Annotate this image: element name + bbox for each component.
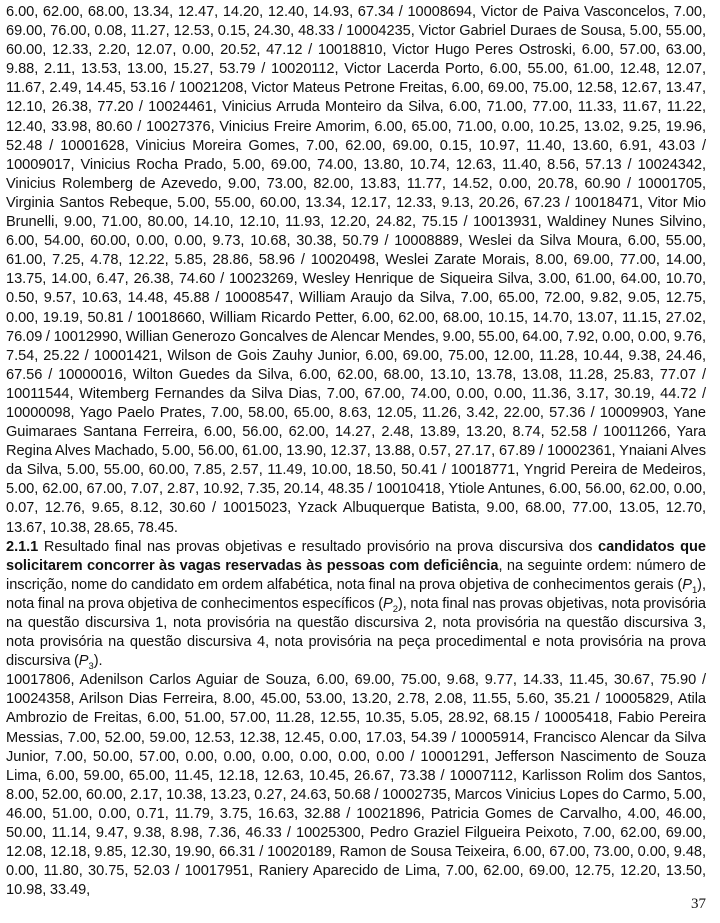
results-paragraph-pcd: 10017806, Adenilson Carlos Aguiar de Souza, 6.00, 69.00, 75.00, 9.68, 9.77, 14.33, 11.45, 30.67, 75.90 / 10024358, Arilson Dias Ferreira, 8.00, 45.00, 53.00, 13.20, 2.78, 2.08, 11.55, 5.60, 35.21 / 10005829, Atila Ambrozio de Freitas, 6.00, 51.00, 57.00, 11.28, 12.55, 10.35, 5.05, 28.92, 68.15 / 10005418, Fabio Pereira Messias, 7.00, 52.00, 59.00, 12.53, 12.38, 12.45, 0.00, 17.03, 54.39 / 10005914, Francisco Alencar da Silva Junior, 7.00, 50.00, 57.00, 0.00, 0.00, 0.00, 0.00, 0.00, 0.00 / 10001291, Jefferson Nascimento de Souza Lima, 6.00, 59.00, 65.00, 11.45, 12.18, 12.63, 10.45, 26.67, 73.38 / 10007112, Karlisson Rolim dos Santos, 8.00, 52.00, 60.00, 2.17, 10.38, 13.23, 0.27, 24.63, 50.68 / 10002735, Marcos Vinicius Lopes do Carmo, 5.00, 46.00, 51.00, 0.00, 0.71, 11.79, 3.75, 16.63, 32.88 / 10021896, Patricia Gomes de Carvalho, 4.00, 46.00, 50.00, 11.14, 9.47, 9.38, 8.98, 7.36, 46.33 / 10025300, Pedro Graziel Filgueira Peixoto, 7.00, 62.00, 69.00, 12.08, 12.18, 9.85, 12.30, 19.90, 66.31 / 10020189, Ramon de Sousa Teixeira, 6.00, 67.00, 73.00, 0.00, 9.48, 0.00, 11.80, 30.75, 52.03 / 10017951, Raniery Aparecido de Lima, 7.00, 62.00, 69.00, 12.75, 12.20, 13.50, 10.98, 33.49, (6, 672, 706, 899)
section-text-mid2: ), nota final nas provas objetivas, nota provisória na questão discursiva 1, nota provisória na questão discursiva 2, nota provisória na questão discursiva 3, nota provisória na questão discursiva 4, nota provisória na peça procedimental e nota provisória na prova discursiva ( (6, 595, 706, 670)
page-number: 37 (691, 896, 706, 912)
p1-subscript: 1 (691, 584, 698, 596)
section-number: 2.1.1 (6, 538, 39, 555)
p2-subscript: 2 (392, 603, 398, 615)
section-text-mid1: ), nota final na prova objetiva de conhecimentos específicos ( (6, 576, 706, 612)
p3-subscript: 3 (88, 661, 94, 673)
p2-label: P (383, 595, 393, 612)
section-text-end: ). (93, 653, 103, 670)
document-page (6, 3, 706, 900)
section-bold-text: candidatos que solicitarem concorrer às vagas reservadas às pessoas com deficiência (6, 538, 706, 574)
p3-label: P (78, 653, 89, 670)
section-text-before: Resultado final nas provas objetivas e resultado provisório na prova discursiva dos (38, 538, 598, 555)
section-text-after: , na seguinte ordem: número de inscrição, nome do candidato em ordem alfabética, nota final na prova objetiva de conhecimentos gerais ( (6, 557, 706, 593)
results-paragraph-continued: 6.00, 62.00, 68.00, 13.34, 12.47, 14.20, 12.40, 14.93, 67.34 / 10008694, Victor de Paiva Vasconcelos, 7.00, 69.00, 76.00, 0.08, 11.27, 12.53, 0.15, 24.30, 48.33 / 10004235, Victor Gabriel Duraes de Sousa, 5.00, 55.00, 60.00, 12.33, 2.20, 12.07, 0.00, 20.52, 47.12 / 10018810, Victor Hugo Peres Ostroski, 6.00, 57.00, 63.00, 9.88, 2.11, 13.53, 13.00, 15.27, 53.79 / 10020112, Victor Lacerda Porto, 6.00, 55.00, 61.00, 12.48, 12.07, 11.67, 2.49, 14.45, 53.16 / 10021208, Victor Mateus Petrone Freitas, 6.00, 69.00, 75.00, 12.58, 12.67, 13.47, 12.10, 26.38, 77.20 / 10024461, Vinicius Arruda Monteiro da Silva, 6.00, 71.00, 77.00, 11.33, 11.67, 11.22, 12.40, 33.98, 80.60 / 10027376, Vinicius Freire Amorim, 6.00, 65.00, 71.00, 0.00, 10.25, 13.02, 9.25, 19.96, 52.48 / 10001628, Vinicius Moreira Gomes, 7.00, 62.00, 69.00, 0.15, 10.97, 11.40, 13.60, 6.91, 43.03 / 10009017, Vinicius Rocha Prado, 5.00, 69.00, 74.00, 13.80, 10.74, 12.63, 11.40, 8.56, 57.13 / 10024342, Vinicius Rolemberg de Azevedo, 9.00, 73.00, 82.00, 13.83, 11.77, 14.52, 0.00, 20.78, 60.90 / 10001705, Virginia Santos Rebeque, 5.00, 55.00, 60.00, 13.34, 12.17, 12.33, 9.13, 20.26, 67.23 / 10018471, Vitor Mio Brunelli, 9.00, 71.00, 80.00, 14.10, 12.10, 11.93, 12.20, 24.82, 75.15 / 10013931, Waldiney Nunes Silvino, 6.00, 54.00, 60.00, 0.00, 0.00, 9.73, 10.68, 30.38, 50.79 / 10008889, Weslei da Silva Moura, 6.00, 55.00, 61.00, 7.25, 4.78, 12.22, 5.85, 28.86, 58.96 / 10020498, Weslei Zarate Morais, 8.00, 69.00, 77.00, 14.00, 13.75, 14.00, 6.47, 26.38, 74.60 / 10023269, Wesley Henrique de Siqueira Silva, 3.00, 61.00, 64.00, 10.70, 0.50, 9.57, 10.63, 14.48, 45.88 / 10008547, William Araujo da Silva, 7.00, 65.00, 72.00, 9.82, 9.05, 12.75, 0.00, 19.19, 50.81 / 10018660, William Ricardo Petter, 6.00, 62.00, 68.00, 10.15, 14.70, 13.07, 11.15, 27.02, 76.09 / 10012990, Willian Generozo Goncalves de Alencar Mendes, 9.00, 55.00, 64.00, 7.92, 0.00, 0.00, 9.76, 7.54, 25.22 / 10001421, Wilson de Gois Zauhy Junior, 6.00, 69.00, 75.00, 12.00, 11.28, 10.44, 9.38, 24.46, 67.56 / 10000016, Wilton Guedes da Silva, 6.00, 62.00, 68.00, 13.10, 13.78, 13.08, 11.28, 25.83, 77.07 / 10011544, Witemberg Fernandes da Silva Dias, 7.00, 67.00, 74.00, 0.00, 0.00, 11.36, 3.17, 30.19, 44.72 / 10000098, Yago Paelo Prates, 7.00, 58.00, 65.00, 8.63, 12.05, 11.26, 3.42, 22.00, 57.36 / 10009903, Yane Guimaraes Santana Ferreira, 6.00, 56.00, 62.00, 14.27, 2.48, 13.89, 13.20, 8.74, 52.58 / 10011266, Yara Regina Alves Machado, 5.00, 56.00, 61.00, 13.90, 12.37, 13.88, 0.57, 27.17, 67.89 / 10002361, Ynaiani Alves da Silva, 5.00, 55.00, 60.00, 7.85, 2.57, 11.49, 10.00, 18.50, 50.41 / 10018771, Yngrid Pereira de Medeiros, 5.00, 62.00, 67.00, 7.07, 2.87, 10.92, 7.35, 20.14, 48.35 / 10010418, Ytiole Antunes, 6.00, 56.00, 62.00, 0.00, 0.07, 12.76, 9.65, 8.12, 30.60 / 10015023, Yzack Albuquerque Batista, 9.00, 68.00, 77.00, 13.05, 12.70, 13.67, 10.38, 28.65, 78.45. (6, 4, 706, 536)
p1-label: P (682, 576, 692, 593)
section-heading-paragraph (6, 538, 706, 672)
